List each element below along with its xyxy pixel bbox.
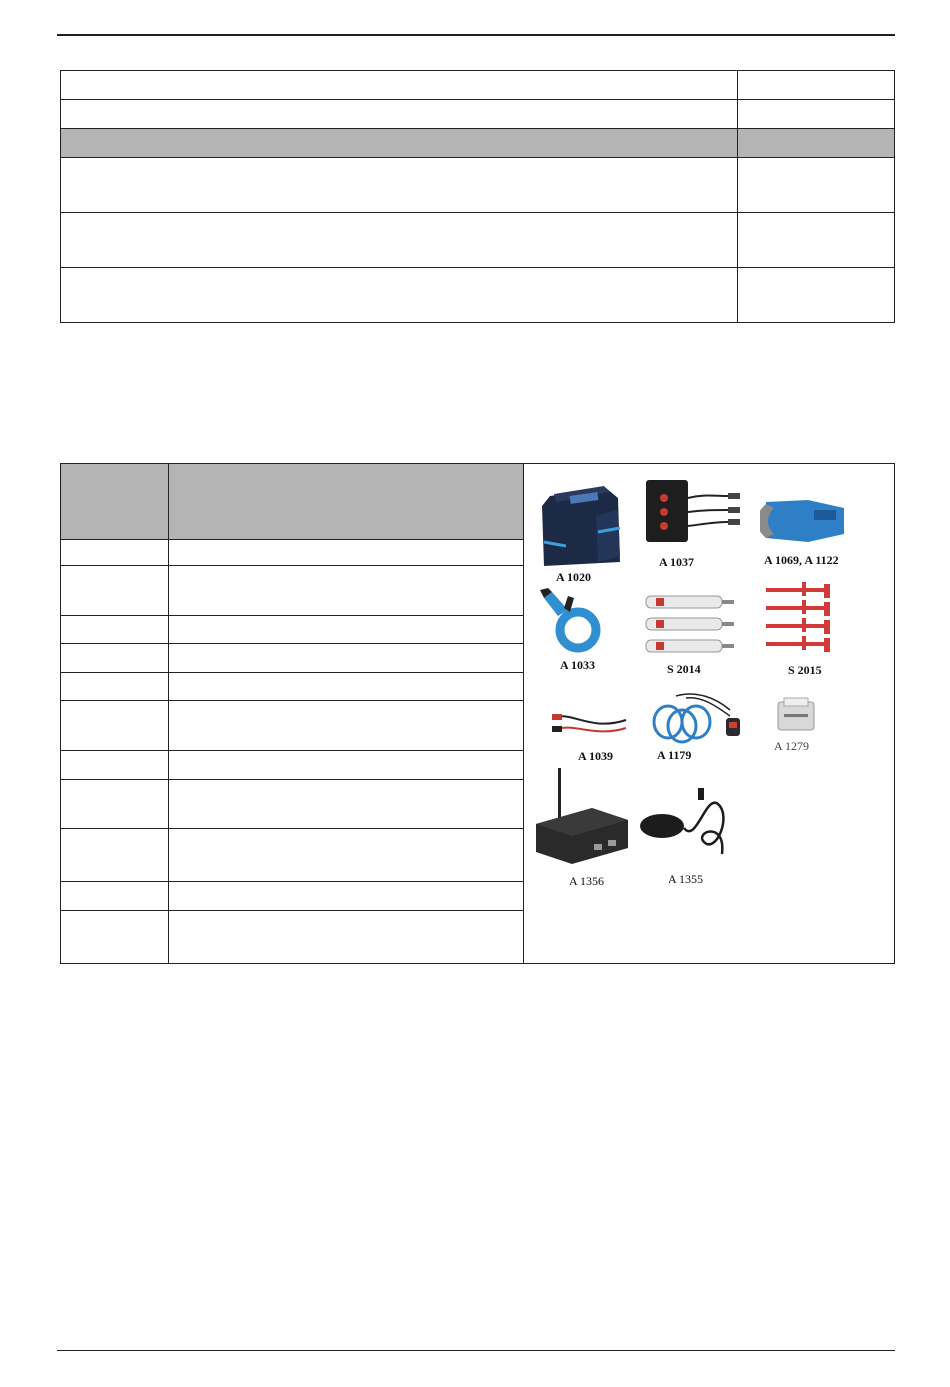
accessories-table bbox=[60, 463, 895, 964]
printer-image bbox=[776, 696, 816, 732]
red-clips-image bbox=[762, 582, 834, 658]
label-a1279: A 1279 bbox=[773, 739, 809, 753]
label-a1020: A 1020 bbox=[555, 570, 591, 584]
spec-table bbox=[60, 70, 895, 323]
label-a1033: A 1033 bbox=[559, 658, 595, 672]
table-row bbox=[61, 71, 895, 100]
label-s2015: S 2015 bbox=[787, 663, 822, 677]
soft-bag-image bbox=[536, 476, 628, 568]
table-row bbox=[61, 268, 895, 323]
label-a1039: A 1039 bbox=[577, 749, 613, 763]
flex-current-clamps-image bbox=[646, 688, 746, 748]
accessory-photos bbox=[524, 464, 894, 963]
gps-antenna-image bbox=[636, 784, 736, 864]
clamp-a1033-image bbox=[538, 586, 608, 654]
table-row bbox=[61, 158, 895, 213]
label-a1355: A 1355 bbox=[667, 872, 703, 886]
table-header-row bbox=[61, 464, 895, 540]
label-a1037: A 1037 bbox=[658, 555, 694, 569]
header-rule bbox=[57, 34, 895, 36]
blue-clamp-image bbox=[760, 494, 850, 550]
accessory-photo-cell bbox=[523, 464, 894, 964]
footer-rule bbox=[57, 1350, 895, 1351]
table-row bbox=[61, 213, 895, 268]
table-section-header bbox=[61, 129, 895, 158]
label-a1069-a1122: A 1069, A 1122 bbox=[763, 553, 839, 567]
communication-box-image bbox=[532, 764, 632, 868]
label-a1179: A 1179 bbox=[656, 748, 692, 762]
test-leads-image bbox=[550, 708, 632, 740]
table-row bbox=[61, 100, 895, 129]
current-clamp-adapter-image bbox=[644, 476, 744, 548]
test-tips-image bbox=[642, 590, 736, 658]
label-s2014: S 2014 bbox=[666, 662, 701, 676]
label-a1356: A 1356 bbox=[568, 874, 604, 888]
